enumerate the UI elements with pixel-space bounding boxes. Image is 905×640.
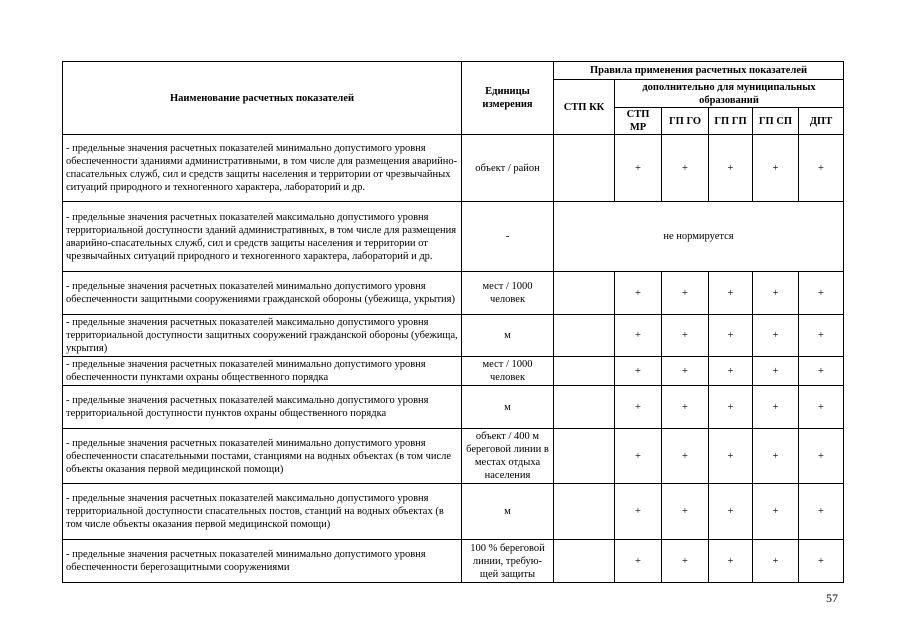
header-name: Наименование расчетных показателей — [63, 62, 462, 135]
table-row — [63, 386, 844, 429]
indicator-unit: объект / 400 м береговой линии в местах отдыха населения — [462, 429, 554, 484]
header-sub: ГП ГП — [709, 108, 753, 135]
rule-cell: + — [753, 386, 799, 429]
indicators-table — [62, 61, 844, 583]
rule-cell: + — [799, 357, 844, 386]
rule-cell: + — [709, 540, 753, 583]
table-row — [63, 202, 844, 272]
rule-cell: + — [709, 315, 753, 357]
indicator-name: - предельные значения расчетных показателей минимально допустимого уровня обеспеченности пунктами охраны общественного порядка — [63, 357, 462, 386]
indicator-unit: м — [462, 315, 554, 357]
stp-kk-cell — [554, 135, 615, 202]
rule-cell: + — [709, 484, 753, 540]
rule-cell: + — [753, 540, 799, 583]
indicator-name: - предельные значения расчетных показателей минимально допустимого уровня обеспеченности зданиями административными, в том числе для размещения аварийно-спасательных служб, сил и средств защиты населения и территории от чрезвычайных ситуаций природного и техногенного характера, лабораторий и др. — [63, 135, 462, 202]
rule-cell: + — [753, 272, 799, 315]
table-row — [63, 429, 844, 484]
table-row — [63, 540, 844, 583]
indicator-unit: мест / 1000 человек — [462, 272, 554, 315]
table-row — [63, 357, 844, 386]
indicator-name: - предельные значения расчетных показателей максимально допустимого уровня территориальной доступности защитных сооружений гражданской обороны (убежища, укрытия) — [63, 315, 462, 357]
rule-cell: + — [709, 386, 753, 429]
rule-cell: + — [662, 357, 709, 386]
rule-cell: + — [615, 315, 662, 357]
indicator-unit: мест / 1000 человек — [462, 357, 554, 386]
rule-cell: + — [799, 484, 844, 540]
indicator-name: - предельные значения расчетных показателей максимально допустимого уровня территориальной доступности пунктов охраны общественного порядка — [63, 386, 462, 429]
rule-cell: + — [799, 315, 844, 357]
rule-cell: + — [753, 315, 799, 357]
table-row — [63, 135, 844, 202]
rule-cell: + — [662, 540, 709, 583]
header-sub: ДПТ — [799, 108, 844, 135]
header-rules: Правила применения расчетных показателей — [554, 62, 844, 80]
rule-cell: + — [709, 135, 753, 202]
rule-cell: + — [799, 386, 844, 429]
rule-cell: + — [709, 357, 753, 386]
stp-kk-cell — [554, 357, 615, 386]
table-row — [63, 484, 844, 540]
rule-cell: + — [615, 540, 662, 583]
indicator-name: - предельные значения расчетных показателей минимально допустимого уровня обеспеченности берегозащитными сооружениями — [63, 540, 462, 583]
rule-cell: + — [799, 540, 844, 583]
indicator-unit: м — [462, 386, 554, 429]
header-sub: ГП ГО — [662, 108, 709, 135]
rule-cell: + — [615, 429, 662, 484]
rule-cell: + — [799, 135, 844, 202]
stp-kk-cell — [554, 540, 615, 583]
rule-cell: + — [799, 272, 844, 315]
rule-cell: + — [662, 315, 709, 357]
rule-cell: + — [615, 484, 662, 540]
indicator-name: - предельные значения расчетных показателей максимально допустимого уровня территориальной доступности спасательных постов, станций на водных объектах (в том числе объекты оказания первой медицинской помощи) — [63, 484, 462, 540]
rule-cell: + — [615, 272, 662, 315]
rule-cell: + — [662, 272, 709, 315]
rule-cell: + — [662, 135, 709, 202]
rule-cell: + — [615, 135, 662, 202]
page-number: 57 — [826, 591, 838, 605]
indicator-unit: - — [462, 202, 554, 272]
rule-cell: + — [615, 357, 662, 386]
not-regulated-note: не нормируется — [554, 202, 844, 272]
indicator-unit: 100 % береговой линии, требую-щей защиты — [462, 540, 554, 583]
table-row — [63, 272, 844, 315]
indicator-name: - предельные значения расчетных показателей максимально допустимого уровня территориальной доступности зданий административных, в том числе для размещения аварийно-спасательных служб, сил и средств защиты населения и территории от чрезвычайных ситуаций природного и техногенного характера, лабораторий и др. — [63, 202, 462, 272]
header-additional: дополнительно для муниципальных образований — [615, 80, 844, 108]
rule-cell: + — [753, 135, 799, 202]
stp-kk-cell — [554, 386, 615, 429]
stp-kk-cell — [554, 272, 615, 315]
header-sub: СТП МР — [615, 108, 662, 135]
header-sub: ГП СП — [753, 108, 799, 135]
rule-cell: + — [753, 429, 799, 484]
rule-cell: + — [709, 429, 753, 484]
rule-cell: + — [753, 357, 799, 386]
stp-kk-cell — [554, 484, 615, 540]
rule-cell: + — [662, 386, 709, 429]
rule-cell: + — [662, 484, 709, 540]
rule-cell: + — [709, 272, 753, 315]
indicator-name: - предельные значения расчетных показателей минимально допустимого уровня обеспеченности спасательными постами, станциями на водных объектах (в том числе объекты оказания первой медицинской помощи) — [63, 429, 462, 484]
rule-cell: + — [753, 484, 799, 540]
rule-cell: + — [662, 429, 709, 484]
rule-cell: + — [799, 429, 844, 484]
indicator-unit: объект / район — [462, 135, 554, 202]
rule-cell: + — [615, 386, 662, 429]
indicator-unit: м — [462, 484, 554, 540]
indicator-name: - предельные значения расчетных показателей минимально допустимого уровня обеспеченности защитными сооружениями гражданской обороны (убежища, укрытия) — [63, 272, 462, 315]
stp-kk-cell — [554, 315, 615, 357]
header-stp-kk: СТП КК — [554, 80, 615, 135]
stp-kk-cell — [554, 429, 615, 484]
header-units: Единицы измерения — [462, 62, 554, 135]
table-row — [63, 315, 844, 357]
